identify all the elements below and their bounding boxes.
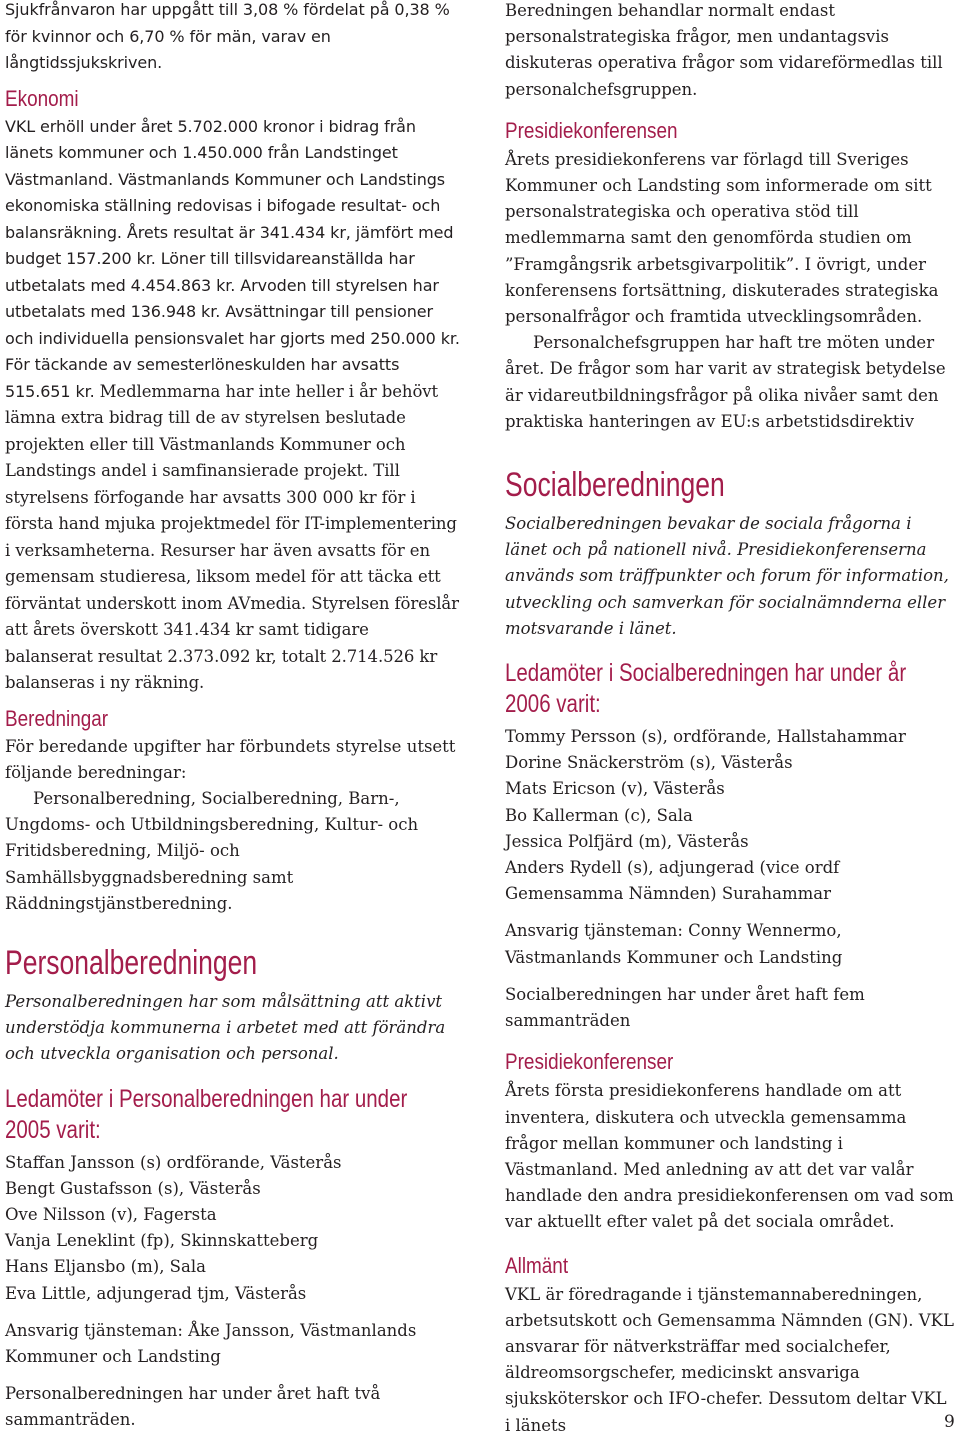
personalberedningen-intro: Personalberedningen har som målsättning att aktivt understödja kommunerna i arbetet med att förändra och utveckla organisation och personal. bbox=[5, 991, 446, 1064]
allmant-paragraph: VKL är föredragande i tjänstemannaberedningen, arbetsutskott och Gemensamma Nämnden (GN). VKL ansvarar för nätverksträffar med socialchefer, äldreomsorgschefer, medicinskt ansvariga sjuksköterskor och IFO-chefer. Dessutom deltar VKL i länets bbox=[505, 1284, 954, 1435]
ekonomi-paragraph-sans bbox=[5, 114, 460, 697]
page-number: 9 bbox=[944, 1412, 955, 1432]
socialberedningen-heading: Socialberedningen bbox=[505, 466, 725, 505]
right-column bbox=[505, 0, 955, 1439]
personal-ansvarig: Ansvarig tjänsteman: Åke Jansson, Västmanlands Kommuner och Landsting bbox=[5, 1320, 417, 1366]
ekonomi-sans-text: VKL erhöll under året 5.702.000 kronor i bidrag från länets kommuner och 1.450.000 från Landstinget Västmanland. Västmanlands Kommuner och Landstings ekonomiska ställning redovisas i bifogade resultat- och balansräkning. Årets resultat är 341.434 kr, jämfört med budget 157.200 kr. Löner till tillsvidareanställda har utbetalats med 4.454.863 kr. Arvoden till styrelsen har utbetalats med 136.948 kr. Avsättningar till pensioner och individuella pensionsvalet har gjorts med 250.000 kr. För täckande av semesterlöneskulden har avsatts 515.651 kr. bbox=[5, 116, 460, 401]
personal-members-heading: Ledamöter i Personalberedningen har under 2005 varit: bbox=[5, 1084, 408, 1144]
presidiekonferensen-heading: Presidiekonferensen bbox=[505, 117, 678, 143]
social-members-list bbox=[505, 724, 955, 907]
beredningar-paragraph-1: För beredande upgifter har förbundets styrelse utsett följande beredningar: bbox=[5, 736, 456, 782]
ekonomi-serif-text: Medlemmarna har inte heller i år behövt lämna extra bidrag till de av styrelsen beslutade projekten eller till Västmanlands Kommuner och Landstings andel i samfinansierade projekt. Till styrelsens förfogande har avsatts 300 000 kr för i första hand mjuka projektmedel för IT-implementering i verksamheterna. Resurser har även avsatts för en gemensam studieresa, liksom medel för att täcka ett förväntat underskott inom AVmedia. Styrelsen föreslår att årets överskott 341.434 kr samt tidigare balanserat resultat 2.373.092 kr, totalt 2.714.526 kr balanseras i ny räkning. bbox=[5, 381, 459, 692]
presidiekonferenser-paragraph: Årets första presidiekonferens handlade om att inventera, diskutera och utveckla gemensamma frågor mellan kommuner och landsting i Västmanland. Med anledning av att det var valår handlade den andra presidiekonferensen om vad som var aktuellt efter valet på det sociala området. bbox=[505, 1081, 954, 1232]
social-ansvarig: Ansvarig tjänsteman: Conny Wennermo, Västmanlands Kommuner och Landsting bbox=[505, 921, 843, 967]
list-item: Mats Ericson (v), Västerås bbox=[505, 779, 725, 799]
presidiekonferenser-heading: Presidiekonferenser bbox=[505, 1049, 674, 1075]
personalberedningen-heading: Personalberedningen bbox=[5, 943, 258, 982]
list-item: Ove Nilsson (v), Fagersta bbox=[5, 1204, 217, 1224]
personal-members-list bbox=[5, 1150, 460, 1307]
list-item: Staffan Jansson (s) ordförande, Västerås bbox=[5, 1152, 342, 1172]
list-item: Dorine Snäckerström (s), Västerås bbox=[505, 753, 793, 773]
beredningar-heading: Beredningar bbox=[5, 705, 109, 731]
list-item: Bo Kallerman (c), Sala bbox=[505, 805, 693, 825]
socialberedningen-intro: Socialberedningen bevakar de sociala frågorna i länet och på nationell nivå. Presidiekonferenserna används som träffpunkter och forum för information, utveckling och samverkan för socialnämnderna eller motsvarande i länet. bbox=[505, 514, 949, 638]
personal-meetings: Personalberedningen har under året haft två sammanträden. bbox=[5, 1384, 381, 1430]
beredningar-paragraph-2: Personalberedning, Socialberedning, Barn-, Ungdoms- och Utbildningsberedning, Kultur- och Fritidsberedning, Miljö- och Samhällsbyggnadsberedning samt Räddningstjänstberedning. bbox=[5, 788, 419, 913]
beredningen-intro: Beredningen behandlar normalt endast personalstrategiska frågor, men undantagsvis diskuteras operativa frågor som vidareförmedlas till personalchefsgruppen. bbox=[505, 1, 943, 99]
sick-leave-paragraph: Sjukfrånvaron har uppgått till 3,08 % fördelat på 0,38 % för kvinnor och 6,70 % för män, varav en långtidssjukskriven. bbox=[5, 0, 450, 72]
left-column bbox=[5, 0, 460, 1434]
list-item: Hans Eljansbo (m), Sala bbox=[5, 1257, 206, 1277]
list-item: Eva Little, adjungerad tjm, Västerås bbox=[5, 1283, 307, 1303]
list-item: Anders Rydell (s), adjungerad (vice ordf Gemensamma Nämnden) Surahammar bbox=[505, 858, 840, 904]
ekonomi-heading: Ekonomi bbox=[5, 85, 79, 111]
social-meetings: Socialberedningen har under året haft fem sammanträden bbox=[505, 984, 865, 1031]
list-item: Bengt Gustafsson (s), Västerås bbox=[5, 1178, 261, 1198]
list-item: Vanja Leneklint (fp), Skinnskatteberg bbox=[5, 1231, 319, 1251]
list-item: Tommy Persson (s), ordförande, Hallstahammar bbox=[505, 727, 906, 747]
presidiekonferensen-paragraph-1: Årets presidiekonferens var förlagd till Sveriges Kommuner och Landsting som informerade om sitt personalstrategiska och operativa stöd till medlemmarna samt den genomförda studien om ”Framgångsrik arbetsgivarpolitik”. I övrigt, under konferensens fortsättning, diskuterades strategiska personalfrågor och framtida utvecklingsområden. bbox=[505, 149, 939, 327]
presidiekonferensen-paragraph-2: Personalchefsgruppen har haft tre möten under året. De frågor som har varit av strategisk betydelse är vidareutbildningsfrågor på olika nivåer samt den praktiska hanteringen av EU:s arbetstidsdirektiv bbox=[505, 333, 946, 431]
social-members-heading: Ledamöter i Socialberedningen har under år 2006 varit: bbox=[505, 659, 907, 719]
list-item: Jessica Polfjärd (m), Västerås bbox=[505, 831, 749, 851]
allmant-heading: Allmänt bbox=[505, 1252, 569, 1278]
